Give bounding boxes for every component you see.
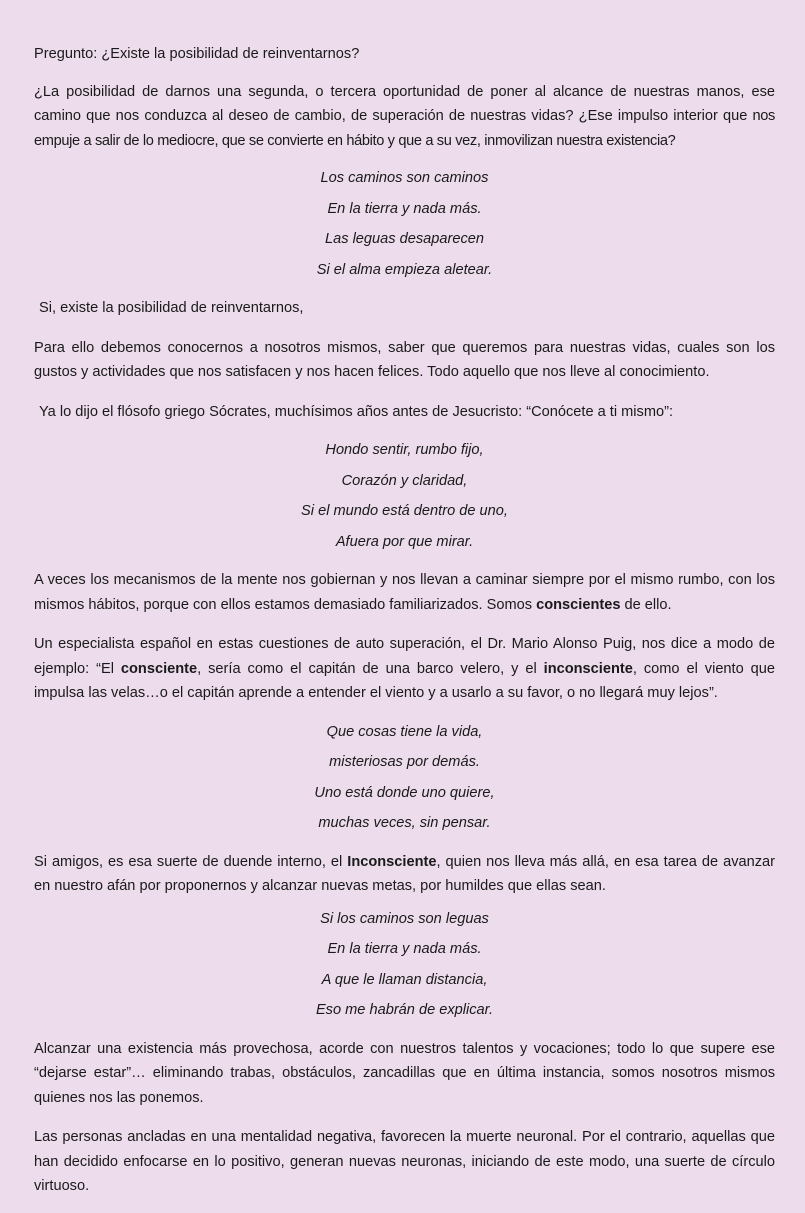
bold-term-inconsciente-capital: Inconsciente [347,853,437,870]
paragraph-inner-goblin [34,850,775,899]
paragraph-intro-text-end: nos empuje a salir de lo mediocre, que se convierte en hábito y que a su vez, inmovilizan nuestra existencia? [34,108,775,149]
poem-line: misteriosas por demás. [329,754,480,770]
paragraph-mind-mechanisms [34,568,775,617]
poem-line: Uno está donde uno quiere, [314,784,495,801]
text-run: , quien nos lleva más allá, en esa tarea de avanzar en nuestro afán por proponernos y alcanzar nuevas metas, por humildes que ellas sean. [34,853,775,894]
paragraph-answer: Si, existe la posibilidad de reinventarnos, [39,300,304,316]
paragraph-intro [34,80,775,154]
poem-line: En la tierra y nada más. [327,200,482,217]
bold-term-consciente: consciente [120,660,198,677]
poem-line: Corazón y claridad, [341,472,468,489]
paragraph-self-knowledge: Para ello debemos conocernos a nosotros mismos, saber que queremos para nuestras vidas, cuales son los gustos y actividades que nos satisfacen y nos hacen felices. Todo aquello que nos lleve al conocimiento. [34,339,775,380]
paragraph-intro-text: ¿La posibilidad de darnos una segunda, o tercera oportunidad de poner al alcance de nuestras manos, ese camino que nos conduzca al deseo de cambio, de superación de nuestras vidas? ¿Ese impulso interior que [34,83,775,124]
text-run: Si amigos, es esa suerte de duende interno, el [34,853,348,870]
bold-term-inconsciente: inconsciente [543,660,633,677]
poem-line: A que le llaman distancia, [321,971,488,988]
paragraph-specialist-quote [34,632,775,706]
poem-line: Hondo sentir, rumbo fijo, [325,442,484,458]
text-run: , como el viento que impulsa las velas…o el capitán aprende a entender el viento y a usarlo a su favor, o no llegará muy lejos”. [34,660,776,701]
poem-stanza-2 [34,435,775,557]
poem-line: muchas veces, sin pensar. [318,815,491,831]
paragraph-socrates: Ya lo dijo el flósofo griego Sócrates, muchísimos años antes de Jesucristo: “Conócete a ti mismo”: [39,403,674,420]
poem-line: Eso me habrán de explicar. [315,1002,494,1018]
text-run: de ello. [620,596,672,613]
poem-line: Si el mundo está dentro de uno, [301,503,508,519]
paragraph-question: Pregunto: ¿Existe la posibilidad de reinventarnos? [34,46,360,62]
poem-line: Afuera por que mirar. [335,533,474,550]
poem-line: Los caminos son caminos [320,170,489,186]
text-run: A veces los mecanismos de la mente nos gobiernan y nos llevan a caminar siempre por el mismo rumbo, con los mismos hábitos, porque con ellos estamos demasiado familiarizados. Somos [34,572,775,613]
poem-stanza-3 [34,717,775,839]
paragraph-neurons: Las personas ancladas en una mentalidad negativa, favorecen la muerte neuronal. Por el contrario, aquellas que han decidido enfocarse en lo positivo, generan nuevas neuronas, iniciando de este modo, una suerte de círculo virtuoso. [34,1129,775,1194]
text-run: , sería como el capitán de una barco velero, y el [197,660,544,677]
poem-line: Si los caminos son leguas [320,910,489,927]
text-run: Un especialista español en estas cuestiones de auto superación, el Dr. Mario Alonso Puig, nos dice a modo de ejemplo: “El [34,636,775,677]
poem-line: En la tierra y nada más. [327,941,482,957]
paragraph-better-existence: Alcanzar una existencia más provechosa, acorde con nuestros talentos y vocaciones; todo lo que supere ese “dejarse estar”… eliminando trabas, obstáculos, zancadillas que en última instancia, somos nosotros mismos quienes nos las ponemos. [34,1040,775,1106]
poem-stanza-4 [34,904,775,1026]
poem-line: Que cosas tiene la vida, [326,723,483,740]
poem-line: Las leguas desaparecen [324,231,485,247]
poem-stanza-1 [34,163,775,285]
poem-line: Si el alma empieza aletear. [316,261,493,278]
bold-term-conscientes: conscientes [536,596,621,613]
